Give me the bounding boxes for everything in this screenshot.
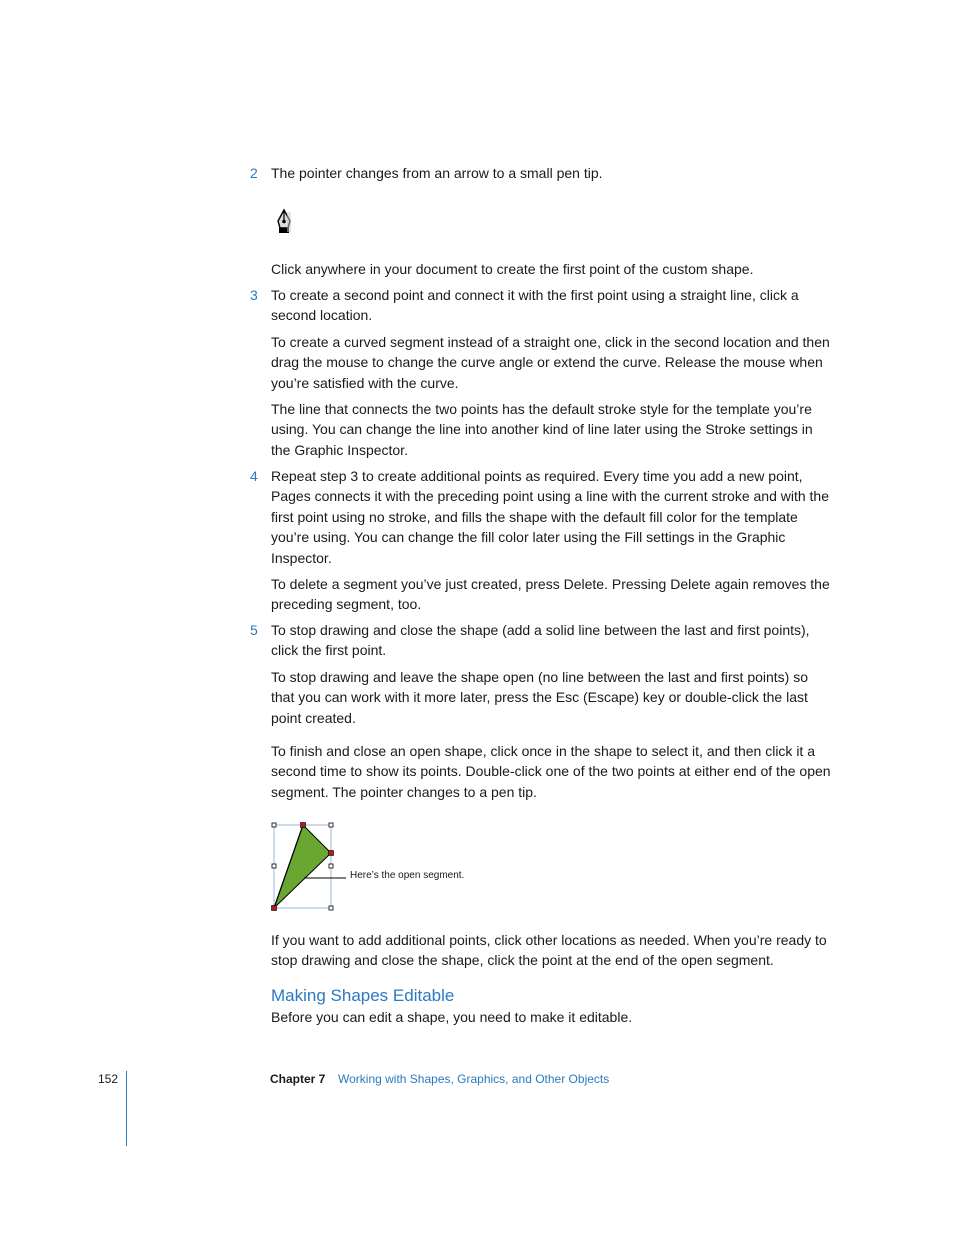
step-number-4: 4 (250, 468, 258, 484)
paragraph-click-anywhere: Click anywhere in your document to create the first point of the custom shape. (271, 261, 754, 277)
step-text-5: To stop drawing and close the shape (add a solid line between the last and first points), click the first point. (271, 622, 810, 659)
paragraph-additional-points: If you want to add additional points, click other locations as needed. When you’re ready to stop drawing and close the shape, click the point at the end of the open segment. (271, 932, 827, 969)
shape-point (301, 823, 306, 828)
paragraph-curved-segment: To create a curved segment instead of a straight one, click in the second location and then drag the mouse to change the curve angle or extend the curve. Release the mouse when you’re satisfied with the curve. (271, 334, 830, 391)
footer-chapter-title: Working with Shapes, Graphics, and Other Objects (338, 1072, 610, 1086)
footer-rule (126, 1071, 127, 1146)
step-number-5: 5 (250, 622, 258, 638)
shape-point (329, 851, 334, 856)
paragraph-leave-open: To stop drawing and leave the shape open (no line between the last and first points) so that you can work with it more later, press the Esc (Escape) key or double-click the last point created. (271, 669, 809, 726)
selection-handle (272, 864, 276, 868)
selection-handle (329, 864, 333, 868)
paragraph-editable-intro: Before you can edit a shape, you need to make it editable. (271, 1009, 633, 1025)
selection-handle (329, 906, 333, 910)
selection-handle (272, 823, 276, 827)
step-text-4: Repeat step 3 to create additional points as required. Every time you add a new point, Pages connects it with the preceding point using a line with the current stroke and with the first point using no stroke, and fills the shape with the default fill color for the template you’re using. You can change the fill color later using the Fill settings in the Graphic Inspector. (271, 468, 829, 566)
step-number-2: 2 (250, 165, 258, 181)
paragraph-delete-segment: To delete a segment you’ve just created, press Delete. Pressing Delete again removes the preceding segment, too. (271, 576, 830, 613)
open-shape-figure (268, 818, 488, 918)
shape-point (272, 906, 277, 911)
paragraph-stroke-style: The line that connects the two points has the default stroke style for the template you’re using. You can change the line into another kind of line later using the Stroke settings in the Graphic Inspector. (271, 401, 813, 458)
section-heading: Making Shapes Editable (271, 986, 455, 1005)
figure-callout: Here’s the open segment. (350, 870, 465, 881)
paragraph-finish-open: To finish and close an open shape, click once in the shape to select it, and then click it a second time to show its points. Double-click one of the two points at either end of the open segment. The pointer changes to a pen tip. (271, 743, 831, 800)
step-text-3: To create a second point and connect it with the first point using a straight line, click a second location. (271, 287, 799, 324)
pen-tip-icon (273, 206, 297, 236)
footer-chapter-label: Chapter 7 (270, 1072, 326, 1086)
step-text-2: The pointer changes from an arrow to a small pen tip. (271, 165, 603, 181)
page-number: 152 (98, 1072, 119, 1086)
step-number-3: 3 (250, 287, 258, 303)
selection-handle (329, 823, 333, 827)
